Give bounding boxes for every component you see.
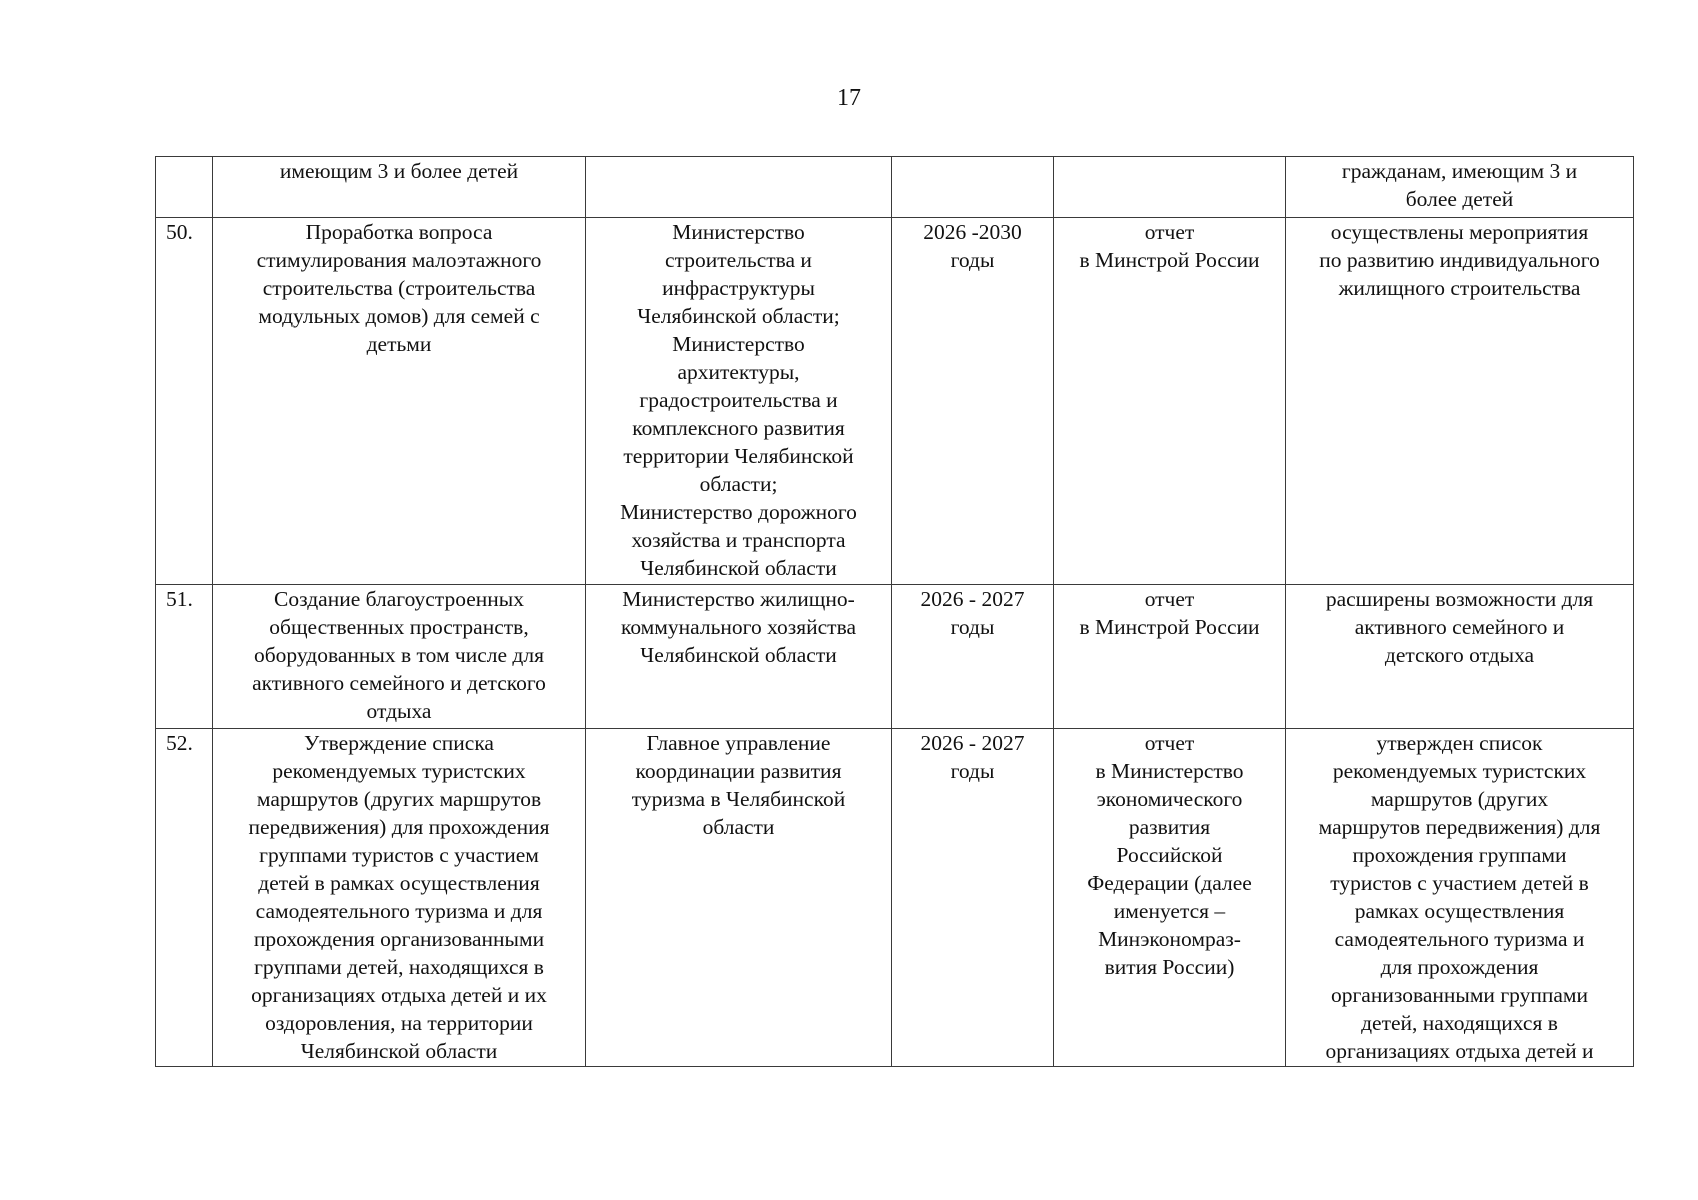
cell-number: 51. <box>156 585 213 729</box>
cell-report: отчет в Министерство экономического развития Российской Федерации (далее именуется – Минэкономраз- вития России) <box>1054 729 1286 1067</box>
cell-result: осуществлены мероприятия по развитию индивидуального жилищного строительства <box>1286 218 1634 585</box>
cell-task: Создание благоустроенных общественных пространств, оборудованных в том числе для активного семейного и детского отдыха <box>213 585 586 729</box>
cell-number: 50. <box>156 218 213 585</box>
cell-result: расширены возможности для активного семейного и детского отдыха <box>1286 585 1634 729</box>
cell-number: 52. <box>156 729 213 1067</box>
page-number: 17 <box>837 85 861 111</box>
cell-result: утвержден список рекомендуемых туристских маршрутов (других маршрутов передвижения) для прохождения группами туристов с участием детей в рамках осуществления самодеятельного туризма и для прохождения организованными группами детей, находящихся в организациях отдыха детей и <box>1286 729 1634 1067</box>
action-plan-table <box>155 156 1634 1067</box>
cell-responsible: Министерство жилищно- коммунального хозяйства Челябинской области <box>586 585 892 729</box>
cell-responsible <box>586 157 892 218</box>
cell-responsible: Главное управление координации развития туризма в Челябинской области <box>586 729 892 1067</box>
cell-responsible: Министерство строительства и инфраструктуры Челябинской области; Министерство архитектуры, градостроительства и комплексного развития территории Челябинской области; Министерство дорожного хозяйства и транспорта Челябинской области <box>586 218 892 585</box>
cell-report: отчет в Минстрой России <box>1054 218 1286 585</box>
cell-number <box>156 157 213 218</box>
cell-task: Проработка вопроса стимулирования малоэтажного строительства (строительства модульных домов) для семей с детьми <box>213 218 586 585</box>
cell-report <box>1054 157 1286 218</box>
cell-term <box>892 157 1054 218</box>
cell-term: 2026 -2030 годы <box>892 218 1054 585</box>
cell-result: гражданам, имеющим 3 и более детей <box>1286 157 1634 218</box>
table-row-52 <box>156 729 1634 1067</box>
table-body <box>156 157 1634 1067</box>
table-row-51 <box>156 585 1634 729</box>
cell-term: 2026 - 2027 годы <box>892 729 1054 1067</box>
table-row-50 <box>156 218 1634 585</box>
cell-task: Утверждение списка рекомендуемых туристских маршрутов (других маршрутов передвижения) для прохождения группами туристов с участием детей в рамках осуществления самодеятельного туризма и для прохождения организованными группами детей, находящихся в организациях отдыха детей и их оздоровления, на территории Челябинской области <box>213 729 586 1067</box>
cell-task: имеющим 3 и более детей <box>213 157 586 218</box>
table-row-continuation <box>156 157 1634 218</box>
cell-report: отчет в Минстрой России <box>1054 585 1286 729</box>
cell-term: 2026 - 2027 годы <box>892 585 1054 729</box>
